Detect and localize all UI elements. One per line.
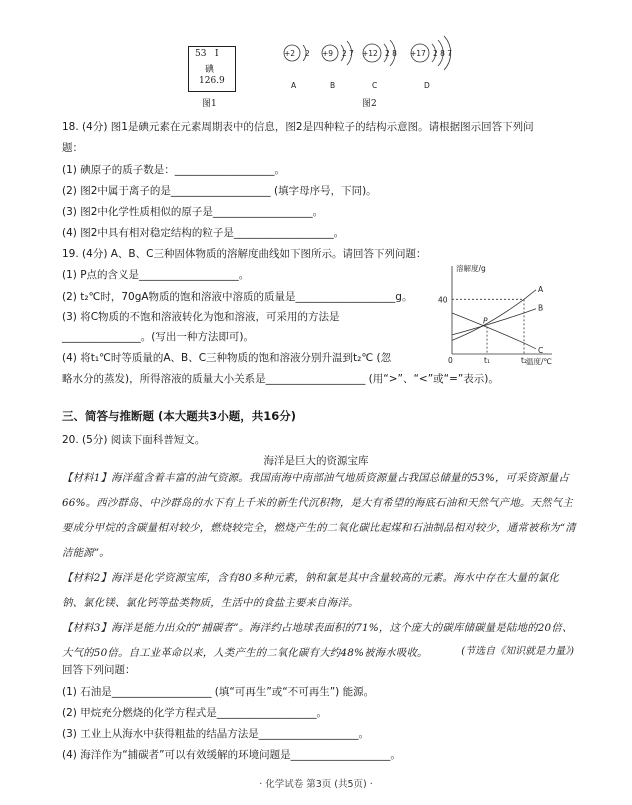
q18-stem-line1: 18. (4分) 图1是碘元素在元素周期表中的信息，图2是四种粒子的结构示意图。请根据图示回答下列问: [62, 121, 534, 133]
q19-item-1: (1) P点的含义是___________________。: [62, 269, 250, 281]
x-tick-origin: 0: [448, 356, 453, 365]
shells-label-c: 2 8: [385, 49, 397, 58]
q18-stem-line2: 题：: [62, 142, 83, 154]
nucleus-label-c: +12: [362, 49, 378, 58]
q19-item-3-cont: _______________。(写出一种方法即可)。: [62, 331, 254, 343]
element-name: 碘: [205, 65, 215, 75]
article-title: 海洋是巨大的资源宝库: [263, 455, 369, 467]
element-number: 53: [195, 49, 207, 59]
curve-label-c: C: [538, 345, 544, 355]
q20-item-2: (2) 甲烷充分燃烧的化学方程式是___________________。: [62, 707, 327, 719]
shells-label-b: 2 7: [342, 49, 354, 58]
q19-item-4-line2: 略水分的蒸发)，所得溶液的质量大小关系是___________________ (用“>”、“<”或“=”表示)。: [62, 373, 499, 385]
material-1: 【材料1】海洋蕴含着丰富的油气资源。我国南海中南部油气地质资源量占我国总储量的53%，可采资源量占66%。西沙群岛、中沙群岛的水下有上千米的新生代沉积物，是大有希望的海底石油和天然气产地。天然气主要成分甲烷的含碳量相对较少，燃烧较完全，燃烧产生的二氧化碳比起煤和石油制品相对较少，通常被称为“清洁能源”。: [62, 472, 576, 559]
chart-xlabel: 温度/℃: [526, 357, 552, 366]
q20-stem: 20. (5分) 阅读下面科普短文。: [62, 434, 206, 446]
nucleus-label-a: +2: [284, 49, 296, 58]
element-box: [188, 46, 236, 92]
q19-item-3: (3) 将C物质的不饱和溶液转化为饱和溶液，可采用的方法是: [62, 311, 340, 323]
shells-label-d: 2 8 7: [433, 49, 453, 58]
curve-b: [452, 309, 536, 335]
section-3-heading: 三、简答与推断题 (本大题共3小题，共16分): [62, 409, 297, 423]
element-symbol: I: [215, 49, 219, 59]
q20-item-4: (4) 海洋作为“捕碳者”可以有效缓解的环境问题是___________________。: [62, 749, 401, 761]
element-mass: 126.9: [199, 76, 225, 86]
figure2-caption: 图2: [362, 99, 377, 109]
answer-prompt: 回答下列问题：: [62, 664, 136, 676]
curve-c: [452, 313, 536, 349]
q18-item-3: (3) 图2中化学性质相似的原子是___________________。: [62, 206, 324, 218]
q18-item-4: (4) 图2中具有相对稳定结构的粒子是___________________。: [62, 227, 345, 239]
particle-letter-a: A: [291, 81, 297, 90]
nucleus-label-b: +9: [322, 49, 334, 58]
material-3: 【材料3】海洋是能力出众的“捕碳者”。海洋约占地球表面积的71%，这个庞大的碳库储碳量是陆地的20倍、大气的50倍。自工业革命以来，人类产生的二氧化碳有大约48%被海水吸收。: [62, 622, 573, 659]
q20-item-1: (1) 石油是___________________ (填“可再生”或“不可再生”) 能源。: [62, 686, 375, 698]
q18-item-1: (1) 碘原子的质子数是：___________________。: [62, 164, 285, 176]
material-2: 【材料2】海洋是化学资源宝库，含有80多种元素，钠和氯是其中含量较高的元素。海水中存在大量的氯化钠、氯化镁、氯化钙等盐类物质，生活中的食盐主要来自海洋。: [62, 572, 560, 609]
curve-label-a: A: [538, 284, 544, 294]
particle-letter-b: B: [330, 81, 336, 90]
shells-label-a: 2: [305, 49, 310, 58]
q19-item-2: (2) t₂℃时，70gA物质的饱和溶液中溶质的质量是___________________g。: [62, 291, 413, 303]
curve-a: [452, 290, 536, 341]
x-tick-t2: t₂: [521, 356, 527, 365]
nucleus-label-d: +17: [410, 49, 426, 58]
q19-item-4-line1: (4) 将t₁℃时等质量的A、B、C三种物质的饱和溶液分别升温到t₂℃ (忽: [62, 352, 392, 364]
curve-label-b: B: [538, 303, 544, 313]
point-p-label: P: [483, 316, 488, 326]
y-tick-40: 40: [438, 295, 448, 305]
q19-stem: 19. (4分) A、B、C三种固体物质的溶解度曲线如下图所示。请回答下列问题：: [62, 248, 427, 260]
particle-letter-c: C: [372, 81, 378, 90]
particle-letter-d: D: [424, 81, 430, 90]
chart-ylabel: 溶解度/g: [456, 264, 486, 273]
page-footer: · 化学试卷 第3页 (共5页) ·: [259, 779, 373, 790]
x-tick-t1: t₁: [484, 356, 490, 365]
article-source: (节选自《知识就是力量》): [461, 646, 574, 657]
figure1-caption: 图1: [202, 99, 217, 109]
q18-item-2: (2) 图2中属于离子的是___________________ (填字母序号，下同)。: [62, 185, 377, 197]
particle-diagrams: [270, 28, 470, 100]
q20-item-3: (3) 工业上从海水中获得粗盐的结晶方法是___________________。: [62, 728, 369, 740]
solubility-chart: [432, 262, 556, 366]
